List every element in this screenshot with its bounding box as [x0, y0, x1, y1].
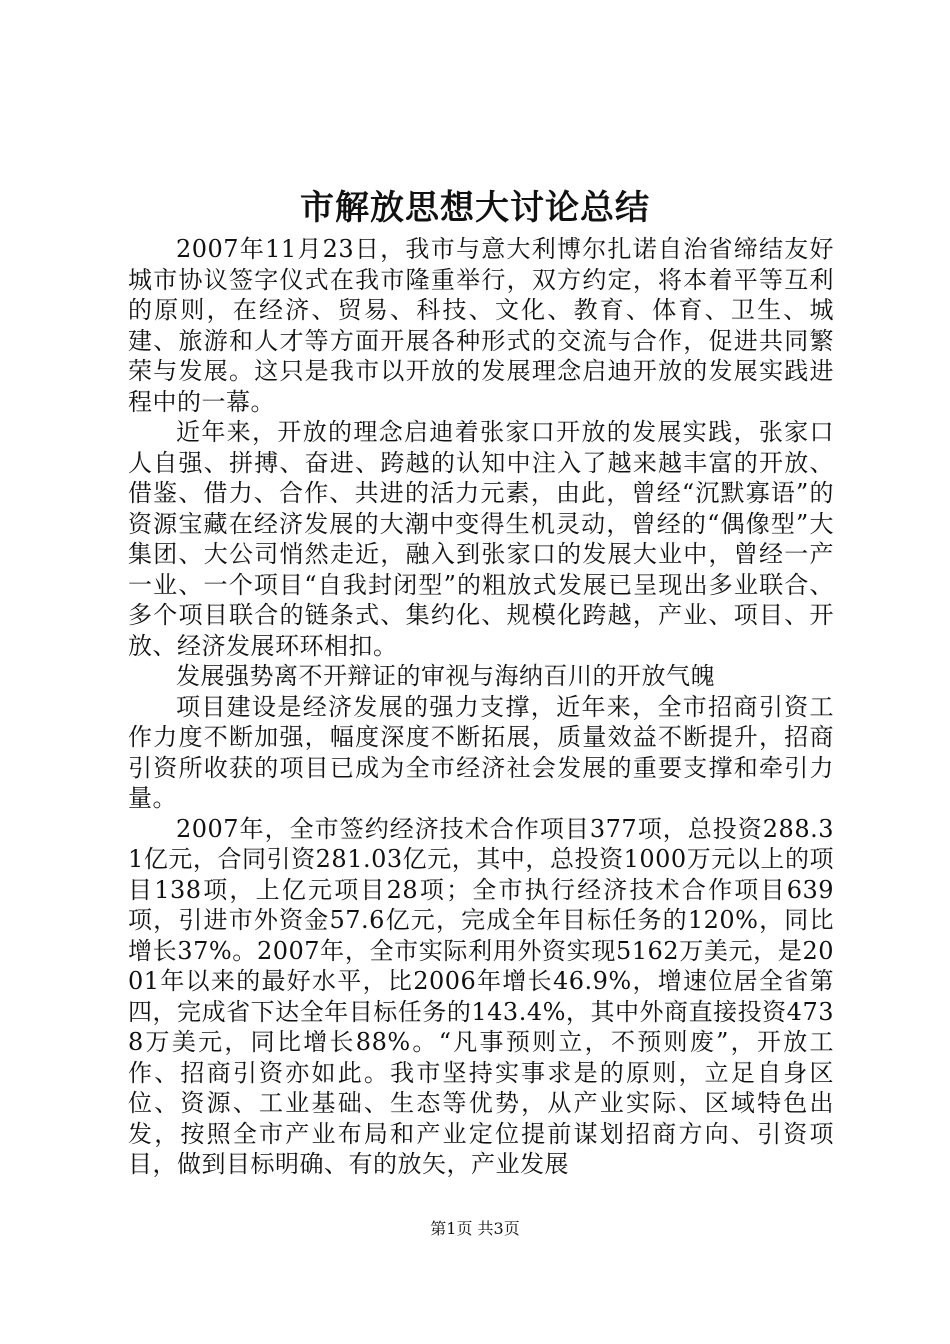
paragraph: 2007年，全市签约经济技术合作项目377项，总投资288.31亿元，合同引资281.03亿元，其中，总投资1000万元以上的项目138项，上亿元项目28项；全市执行经济技术合作项目639项，引进市外资金57.6亿元，完成全年目标任务的120%，同比增长37%。2007年，全市实际利用外资实现5162万美元，是2001年以来的最好水平，比2006年增长46.9%，增速位居全省第四，完成省下达全年目标任务的143.4%，其中外商直接投资4738万美元，同比增长88%。“凡事预则立，不预则废”，开放工作、招商引资亦如此。我市坚持实事求是的原则，立足自身区位、资源、工业基础、生态等优势，从产业实际、区域特色出发，按照全市产业布局和产业定位提前谋划招商方向、引资项目，做到目标明确、有的放矢，产业发展 [128, 814, 834, 1178]
paragraph: 2007年11月23日，我市与意大利博尔扎诺自治省缔结友好城市协议签字仪式在我市隆重举行，双方约定，将本着平等互利的原则，在经济、贸易、科技、文化、教育、体育、卫生、城建、旅游和人才等方面开展各种形式的交流与合作，促进共同繁荣与发展。这只是我市以开放的发展理念启迪开放的发展实践进程中的一幕。 [128, 235, 834, 416]
paragraph: 项目建设是经济发展的强力支撑，近年来，全市招商引资工作力度不断加强，幅度深度不断拓展，质量效益不断提升，招商引资所收获的项目已成为全市经济社会发展的重要支撑和牵引力量。 [128, 692, 834, 812]
document-title: 市解放思想大讨论总结 [300, 188, 650, 228]
page-footer: 第1页 共3页 [430, 1219, 520, 1238]
document-body [128, 234, 834, 1180]
paragraph: 近年来，开放的理念启迪着张家口开放的发展实践，张家口人自强、拼搏、奋进、跨越的认知中注入了越来越丰富的开放、借鉴、借力、合作、共进的活力元素，由此，曾经“沉默寡语”的资源宝藏在经济发展的大潮中变得生机灵动，曾经的“偶像型”大集团、大公司悄然走近，融入到张家口的发展大业中，曾经一产一业、一个项目“自我封闭型”的粗放式发展已呈现出多业联合、多个项目联合的链条式、集约化、规模化跨越，产业、项目、开放、经济发展环环相扣。 [128, 418, 834, 660]
section-heading: 发展强势离不开辩证的审视与海纳百川的开放气魄 [176, 662, 715, 690]
